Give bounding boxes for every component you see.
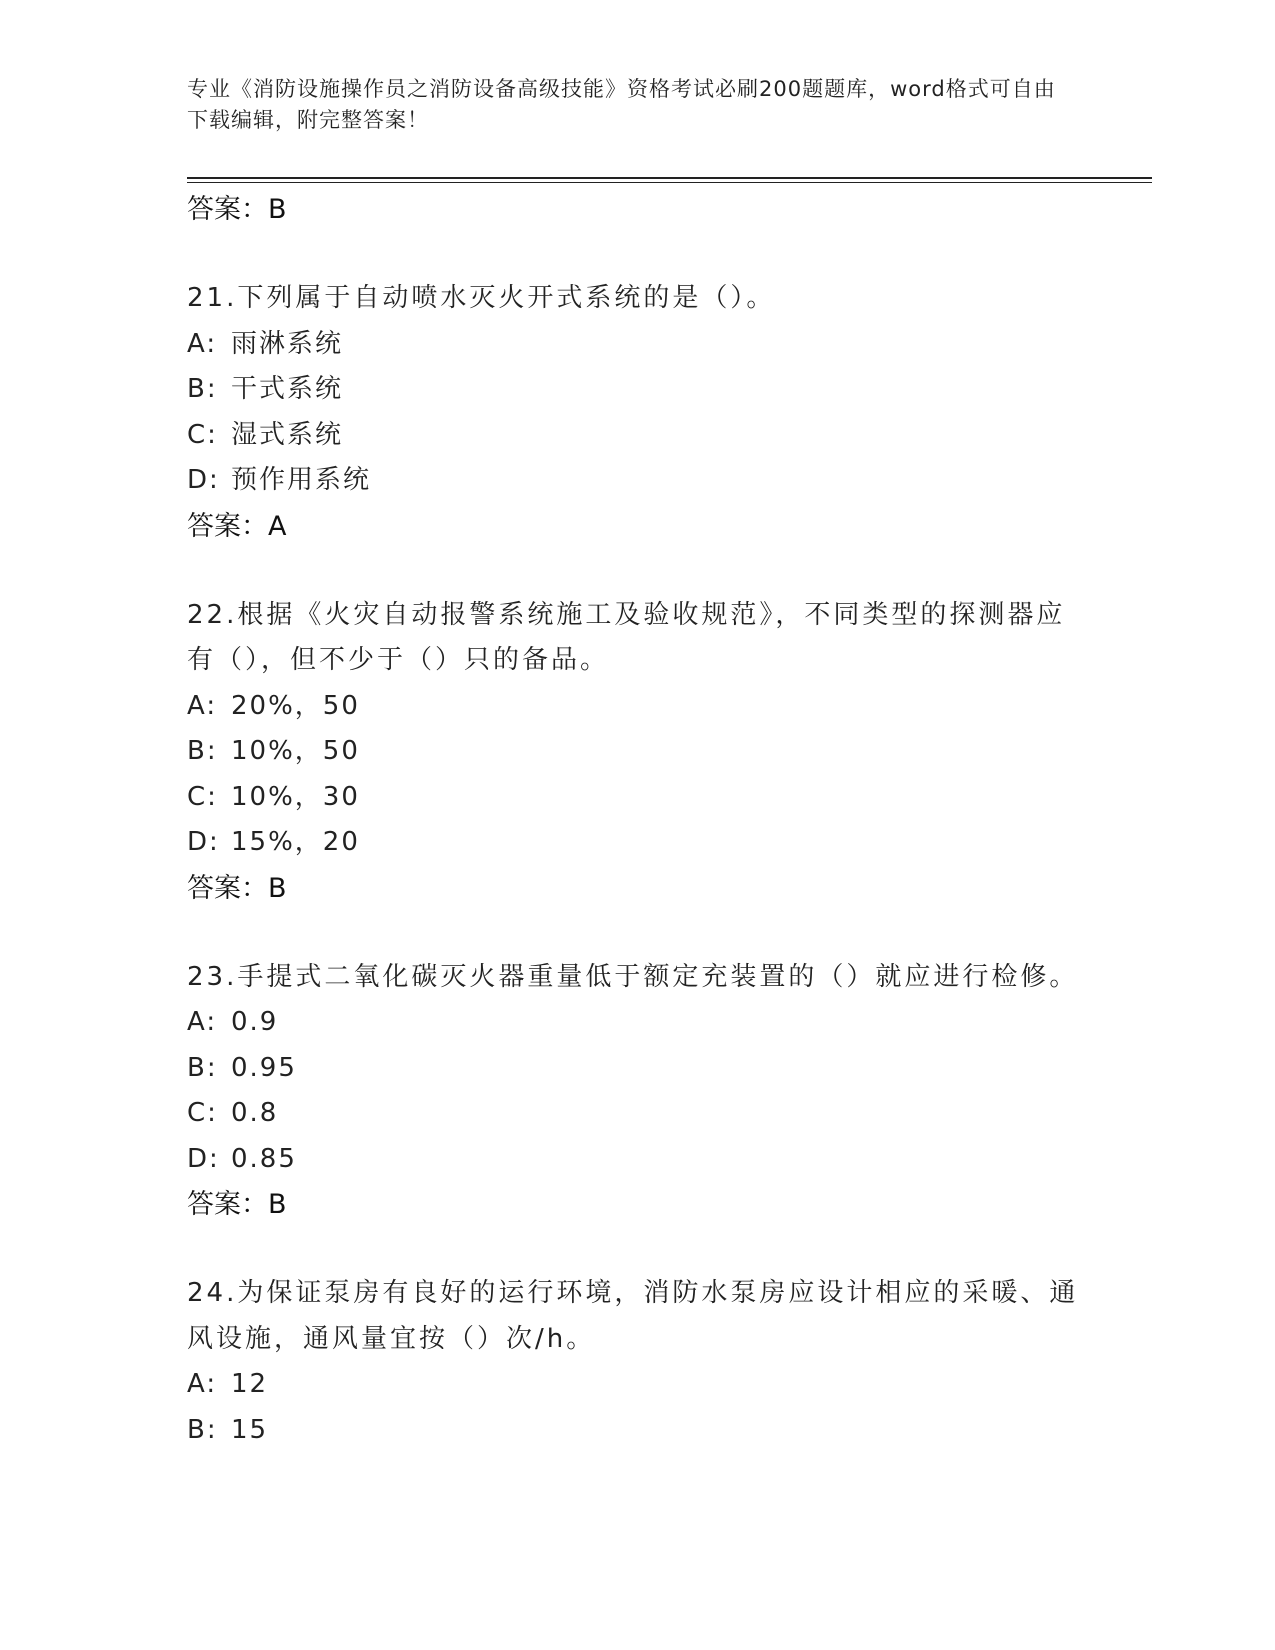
- option-a: [187, 322, 1087, 368]
- option-text: 15%，20: [231, 827, 360, 857]
- question-list: [187, 187, 1087, 1453]
- option-text: 12: [231, 1369, 269, 1399]
- option-text: 0.85: [231, 1143, 297, 1174]
- option-b: [187, 367, 1087, 413]
- answer-line: 答案：A: [187, 510, 287, 542]
- question-stem: 24.为保证泵房有良好的运行环境，消防水泵房应设计相应的采暖、通风设施，通风量宜按（）次/h。: [187, 1278, 1079, 1354]
- option-b: [187, 1046, 1087, 1092]
- option-text: 15: [231, 1414, 269, 1445]
- answer-line: 答案：B: [187, 872, 287, 904]
- previous-answer: 答案：B: [187, 194, 287, 225]
- option-c: [187, 1091, 1087, 1137]
- option-letter: C:: [187, 419, 218, 450]
- option-letter: B:: [187, 736, 218, 766]
- option-letter: A:: [187, 690, 218, 721]
- answer-line: 答案：B: [187, 1189, 287, 1220]
- option-letter: A:: [187, 328, 218, 359]
- option-text: 湿式系统: [231, 419, 344, 450]
- option-letter: B:: [187, 1052, 218, 1083]
- option-b: [187, 1408, 1087, 1454]
- option-letter: A:: [187, 1369, 218, 1399]
- option-c: [187, 413, 1087, 459]
- option-letter: D:: [187, 1143, 220, 1174]
- option-text: 10%，50: [231, 736, 360, 766]
- option-letter: B:: [187, 374, 218, 404]
- option-text: 10%，30: [231, 781, 360, 812]
- spacer: [187, 912, 1087, 955]
- option-text: 0.9: [231, 1007, 279, 1037]
- option-text: 20%，50: [231, 690, 360, 721]
- header-rule-thin: [187, 182, 1152, 183]
- option-a: [187, 1362, 1087, 1408]
- question-stem: 22.根据《火灾自动报警系统施工及验收规范》，不同类型的探测器应有（），但不少于（）只的备品。: [187, 599, 1066, 675]
- option-letter: D:: [187, 465, 220, 495]
- option-letter: A:: [187, 1007, 218, 1037]
- question-block: [187, 276, 1087, 550]
- question-block: [187, 593, 1087, 912]
- option-letter: B:: [187, 1414, 218, 1445]
- question-stem: 21.下列属于自动喷水灭火开式系统的是（）。: [187, 283, 776, 313]
- option-d: [187, 820, 1087, 866]
- option-text: 预作用系统: [231, 465, 372, 495]
- option-c: [187, 775, 1087, 821]
- question-stem: 23.手提式二氧化碳灭火器重量低于额定充装置的（）就应进行检修。: [187, 961, 1079, 992]
- option-d: [187, 458, 1087, 504]
- option-text: 0.95: [231, 1052, 297, 1083]
- option-letter: C:: [187, 781, 218, 812]
- option-a: [187, 684, 1087, 730]
- option-b: [187, 729, 1087, 775]
- option-text: 雨淋系统: [231, 328, 344, 359]
- option-letter: C:: [187, 1098, 218, 1128]
- question-block: [187, 1271, 1087, 1453]
- question-block: [187, 955, 1087, 1229]
- document-header: 专业《消防设施操作员之消防设备高级技能》资格考试必刷200题题库，word格式可自由下载编辑，附完整答案！: [187, 77, 1056, 132]
- option-d: [187, 1137, 1087, 1183]
- option-text: 0.8: [231, 1098, 279, 1128]
- spacer: [187, 233, 1087, 276]
- header-rule-thick: [187, 177, 1152, 179]
- option-letter: D:: [187, 827, 220, 857]
- spacer: [187, 550, 1087, 593]
- option-text: 干式系统: [231, 374, 344, 404]
- option-a: [187, 1000, 1087, 1046]
- spacer: [187, 1228, 1087, 1271]
